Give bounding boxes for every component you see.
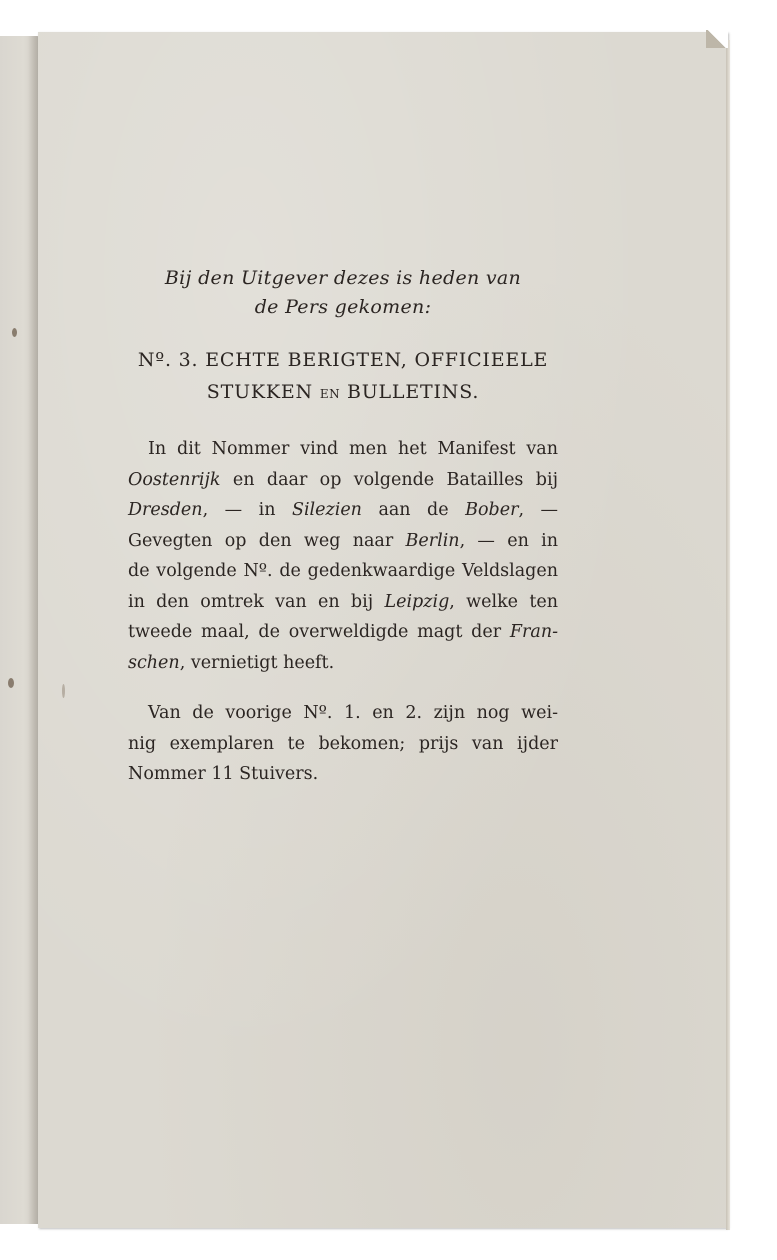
- publication-heading: [128, 344, 558, 410]
- corner-fold: [706, 30, 728, 48]
- text-run: tweede maal, de overweldigde magt der: [128, 622, 510, 642]
- text-run: Oostenrijk: [128, 469, 221, 490]
- heading-line: Nº. 3. ECHTE BERIGTEN, OFFICIEELE: [137, 349, 549, 371]
- text-run: , — en in: [459, 530, 558, 551]
- text-run: Silezien: [291, 500, 362, 520]
- text-run: schen: [128, 652, 180, 673]
- text-run: aan de: [361, 500, 466, 520]
- paragraph-line: [128, 587, 558, 618]
- text-run: Nommer 11 Stuivers.: [128, 764, 319, 784]
- availability-paragraph: [128, 698, 558, 790]
- paragraph-line: [128, 526, 558, 557]
- paragraph-line: [128, 698, 558, 729]
- text-run: Bober: [465, 500, 519, 520]
- foxing-spot: [8, 678, 14, 688]
- text-run: Leipzig: [384, 591, 450, 612]
- paragraph-line: [128, 495, 558, 526]
- text-run: Berlin: [405, 530, 460, 551]
- intro-line: de Pers gekomen:: [254, 296, 432, 318]
- paragraph-line: [128, 465, 558, 496]
- text-run: Dresden: [128, 500, 203, 520]
- text-run: In dit Nommer vind men het Manifest van: [148, 439, 558, 459]
- text-run: nig exemplaren te bekomen; prijs van ijder: [128, 733, 558, 754]
- advertisement-text: [128, 264, 558, 790]
- foxing-spot: [12, 328, 17, 337]
- heading-word: BULLETINS.: [346, 381, 480, 403]
- text-run: , welke ten: [449, 591, 558, 612]
- printed-page: [38, 32, 728, 1228]
- text-run: Van de voorige Nº. 1. en 2. zijn nog wei-: [148, 703, 558, 723]
- page-edge: [726, 40, 730, 1230]
- text-run: , — in: [202, 500, 292, 520]
- paragraph-line: [128, 759, 558, 790]
- paragraph-line: [128, 617, 558, 648]
- foxing-spot: [62, 684, 65, 698]
- text-run: in den omtrek van en bij: [128, 591, 385, 612]
- paragraph-line: [128, 648, 558, 679]
- heading-word: EN: [319, 387, 341, 401]
- text-run: , vernietigt heeft.: [179, 652, 335, 673]
- heading-line: [128, 376, 558, 410]
- text-run: , —: [518, 500, 558, 520]
- paragraph-line: [128, 556, 558, 587]
- paragraph-line: [128, 729, 558, 760]
- text-run: Fran-: [509, 622, 558, 642]
- text-run: en daar op volgende Batailles bij: [220, 469, 558, 490]
- contents-paragraph: [128, 434, 558, 678]
- text-run: de volgende Nº. de gedenkwaardige Veldslagen: [128, 561, 558, 581]
- intro-line: Bij den Uitgever dezes is heden van: [164, 267, 522, 289]
- paragraph-line: [128, 434, 558, 465]
- heading-word: STUKKEN: [206, 381, 313, 403]
- text-run: Gevegten op den weg naar: [128, 530, 406, 551]
- intro-text: [128, 264, 558, 322]
